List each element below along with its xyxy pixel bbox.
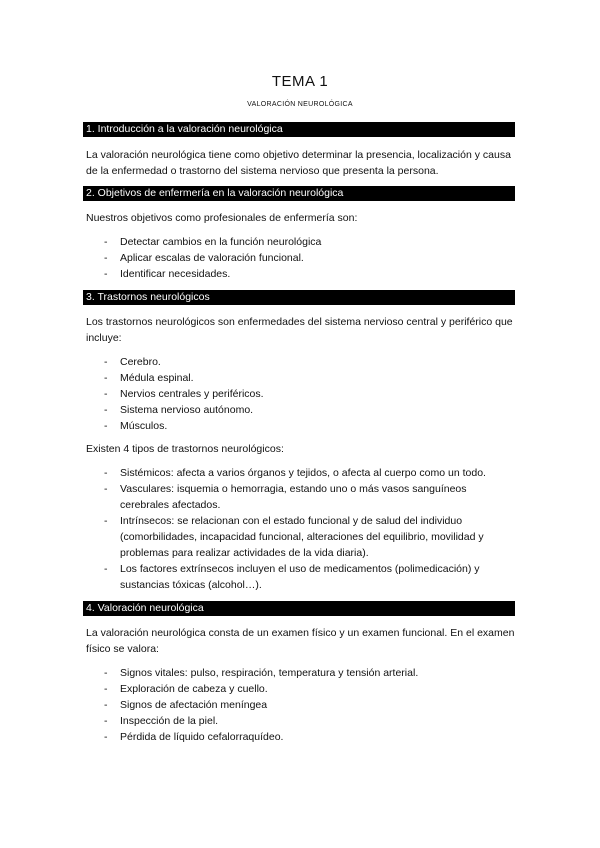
- list-item: [86, 697, 516, 713]
- bullet-dash: -: [104, 563, 108, 575]
- list-item-text: Sistema nervioso autónomo.: [120, 404, 254, 416]
- document-title: TEMA 1: [271, 73, 329, 90]
- list-item-text: Aplicar escalas de valoración funcional.: [120, 252, 304, 264]
- list-item-text: Los factores extrínsecos incluyen el uso de medicamentos (polimedicación) y sustancias tóxicas (alcohol…).: [120, 563, 480, 591]
- section-4-heading: 4. Valoración neurológica: [83, 601, 515, 616]
- bullet-dash: -: [104, 252, 108, 264]
- list-item-text: Vasculares: isquemia o hemorragia, estando uno o más vasos sanguíneos cerebrales afectados.: [120, 483, 467, 511]
- list-item: [86, 386, 516, 402]
- bullet-dash: -: [104, 483, 108, 495]
- list-item-text: Cerebro.: [120, 356, 161, 368]
- bullet-dash: -: [104, 699, 108, 711]
- list-item-text: Identificar necesidades.: [120, 268, 231, 280]
- bullet-dash: -: [104, 731, 108, 743]
- section-3-paragraph: Los trastornos neurológicos son enfermedades del sistema nervioso central y periférico que incluye:: [86, 316, 513, 344]
- bullet-dash: -: [104, 715, 108, 727]
- list-item: [86, 481, 516, 513]
- list-item: [86, 418, 516, 434]
- section-1-paragraph: La valoración neurológica tiene como objetivo determinar la presencia, localización y causa de la enfermedad o trastorno del sistema nervioso que presenta la persona.: [86, 149, 511, 177]
- list-item: [86, 513, 516, 561]
- list-item-text: Exploración de cabeza y cuello.: [120, 683, 268, 695]
- bullet-dash: -: [104, 372, 108, 384]
- list-item-text: Intrínsecos: se relacionan con el estado funcional y de salud del individuo (comorbilidades, incapacidad funcional, alteraciones del equilibrio, movilidad y problemas para realizar actividades de la vida diaria).: [120, 515, 484, 559]
- list-item: [86, 266, 516, 282]
- bullet-dash: -: [104, 356, 108, 368]
- list-item-text: Detectar cambios en la función neurológica: [120, 236, 322, 248]
- list-item: [86, 713, 516, 729]
- document-subtitle: VALORACIÓN NEUROLÓGICA: [247, 101, 353, 108]
- section-3-heading: 3. Trastornos neurológicos: [83, 290, 515, 305]
- section-2-list: [86, 234, 516, 282]
- list-item-text: Pérdida de líquido cefalorraquídeo.: [120, 731, 284, 743]
- list-item-text: Signos de afectación meníngea: [120, 699, 268, 711]
- section-2-paragraph: Nuestros objetivos como profesionales de enfermería son:: [86, 212, 358, 224]
- list-item: [86, 465, 516, 481]
- list-item: [86, 250, 516, 266]
- bullet-dash: -: [104, 467, 108, 479]
- bullet-dash: -: [104, 420, 108, 432]
- bullet-dash: -: [104, 236, 108, 248]
- list-item-text: Nervios centrales y periféricos.: [120, 388, 264, 400]
- list-item: [86, 402, 516, 418]
- bullet-dash: -: [104, 268, 108, 280]
- bullet-dash: -: [104, 667, 108, 679]
- list-item: [86, 354, 516, 370]
- bullet-dash: -: [104, 683, 108, 695]
- list-item: [86, 665, 516, 681]
- list-item: [86, 370, 516, 386]
- section-4-list: [86, 665, 516, 745]
- list-item: [86, 234, 516, 250]
- section-3-list: [86, 354, 516, 434]
- list-item-text: Inspección de la piel.: [120, 715, 219, 727]
- list-item-text: Sistémicos: afecta a varios órganos y tejidos, o afecta al cuerpo como un todo.: [120, 467, 486, 479]
- list-item-text: Médula espinal.: [120, 372, 194, 384]
- list-item: [86, 561, 516, 593]
- bullet-dash: -: [104, 404, 108, 416]
- list-item-text: Músculos.: [120, 420, 168, 432]
- bullet-dash: -: [104, 515, 108, 527]
- section-1-heading: 1. Introducción a la valoración neurológica: [83, 122, 515, 137]
- list-item: [86, 729, 516, 745]
- section-2-heading: 2. Objetivos de enfermería en la valoración neurológica: [83, 186, 515, 201]
- section-3-list-2: [86, 465, 516, 593]
- list-item-text: Signos vitales: pulso, respiración, temperatura y tensión arterial.: [120, 667, 419, 679]
- list-item: [86, 681, 516, 697]
- section-3-paragraph-2: Existen 4 tipos de trastornos neurológicos:: [86, 443, 284, 455]
- section-4-paragraph: La valoración neurológica consta de un examen físico y un examen funcional. En el examen físico se valora:: [86, 627, 515, 655]
- bullet-dash: -: [104, 388, 108, 400]
